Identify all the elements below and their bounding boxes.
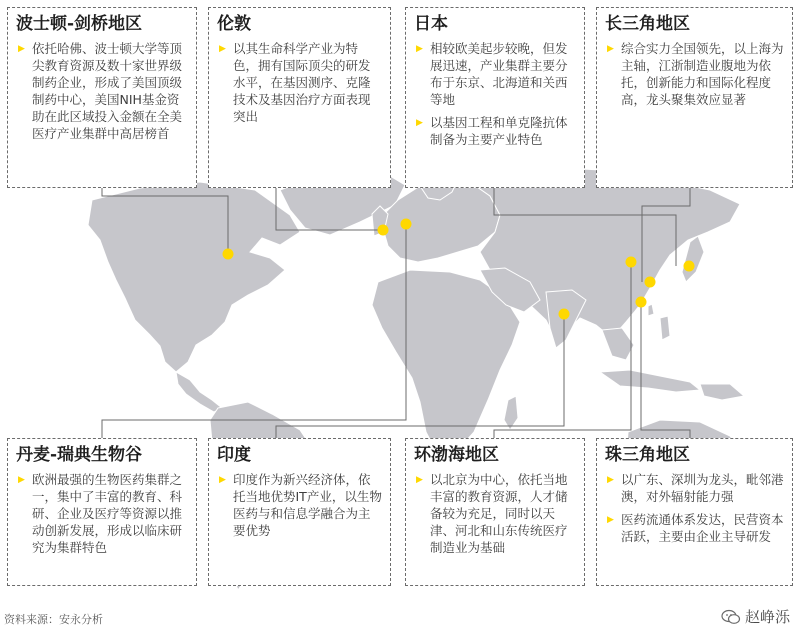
region-box-japan [405,7,585,188]
region-point: ▶ 以基因工程和单克隆抗体制备为主要产业特色 [416,115,568,147]
philippines [660,316,670,340]
region-box-prd [596,438,793,586]
bullet-icon: ▶ [416,44,423,54]
marker-bohai [626,257,637,268]
marker-denmark [401,219,412,230]
bullet-icon: ▶ [219,44,226,54]
region-title: 日本 [414,14,448,34]
region-title: 长三角地区 [605,14,690,34]
region-box-boston [7,7,197,188]
bullet-icon: ▶ [416,475,423,485]
region-title: 珠三角地区 [605,445,690,465]
bullet-icon: ▶ [18,44,25,54]
region-title: 波士顿-剑桥地区 [16,14,143,34]
southeast-asia [602,328,634,360]
region-title: 丹麦-瑞典生物谷 [16,445,143,465]
region-point: ▶ 欧洲最强的生物医药集群之一，集中了丰富的教育、科研、企业及医疗等资源以推动创新发展，形成以临床研究为集群特色 [18,472,183,555]
region-box-bohai [405,438,585,586]
region-box-london [208,7,391,188]
region-point: ▶ 依托哈佛、波士顿大学等顶尖教育资源及数十家世界级制药企业，形成了美国顶级制药中心，美国NIH基金资助在此区域投入金额在全美医疗产业集群中高居榜首 [18,41,183,141]
region-point: ▶ 相较欧美起步较晚，但发展迅速，产业集群主要分布于东京、北海道和关西等地 [416,41,568,107]
indonesia [600,370,700,392]
region-box-yangtze [596,7,793,188]
bullet-icon: ▶ [219,475,226,485]
madagascar [504,396,518,430]
region-point: ▶ 以广东、深圳为龙头，毗邻港澳，对外辐射能力强 [607,472,784,504]
marker-boston [223,249,234,260]
region-point: ▶ 以其生命科学产业为特色，拥有国际顶尖的研发水平，在基因测序、克隆技术及基因治疗方面表现突出 [219,41,371,124]
marker-yangtze [645,277,656,288]
brand-name: 赵峥泺 [744,608,790,626]
marker-prd [636,297,647,308]
bullet-icon: ▶ [607,475,614,485]
brand-watermark [721,606,790,627]
source-note: 资料来源：安永分析 [4,613,103,626]
region-point: ▶ 印度作为新兴经济体，依托当地优势IT产业，以生物医药与和信息学融合为主要优势 [219,472,382,538]
region-title: 环渤海地区 [414,445,499,465]
marker-japan [684,261,695,272]
new-guinea [700,384,744,400]
wechat-icon [721,609,741,625]
bullet-icon: ▶ [416,118,423,128]
bullet-icon: ▶ [18,475,25,485]
region-point: ▶ 医药流通体系发达，民营资本活跃，主要由企业主导研发 [607,512,784,544]
north-america [88,182,300,372]
region-box-denmark [7,438,197,586]
taiwan [648,304,654,316]
marker-london [378,225,389,236]
marker-india [559,309,570,320]
region-title: 印度 [217,445,251,465]
region-point: ▶ 综合实力全国领先，以上海为主轴，江浙制造业腹地为依托，创新能力和国际化程度高，龙头聚集效应显著 [607,41,784,107]
region-point: ▶ 以北京为中心，依托当地丰富的教育资源，人才储备较为充足，同时以天津、河北和山东传统医疗制造业为基础 [416,472,568,555]
bullet-icon: ▶ [607,44,614,54]
region-title: 伦敦 [217,14,251,34]
central-america [176,372,222,412]
bullet-icon: ▶ [607,515,614,525]
region-box-india [208,438,391,586]
